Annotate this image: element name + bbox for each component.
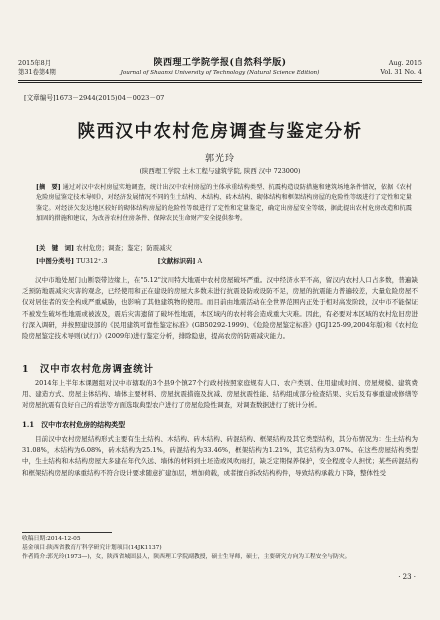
section-1-paragraph: 2014年上半年本课题组对汉中市辖取的3个县9个镇27个行政村按照家庭规有人口、农户类别、住用建成时间、房屋规模、建筑费用、建造方式、房屋主体结构、墙体主要材料、房屋抗震措施及抗减、房屋抗震性能、结构组成部分检查结果、灾后及有事重建或修缮等对房屋抗震有良好自己的看法等方面选取典型农户进行了房屋危险性调查，对调查数据进行了统计分析。 — [22, 379, 418, 410]
header-rule — [18, 80, 422, 81]
keywords-label: [关 键 词] — [36, 244, 75, 252]
doc-code-label: [文献标识码] — [157, 257, 196, 265]
clc-value: TU312⁺.3 — [76, 257, 108, 265]
footnote-rule — [22, 532, 112, 533]
section-heading-1: 1 汉中市农村危房调查统计 — [22, 364, 155, 375]
subsection-heading-1-1: 1.1 汉中市农村危房的结构类型 — [22, 420, 126, 429]
page-number: · 23 · — [398, 573, 416, 581]
journal-name-cn: 陕西理工学院学报(自然科学版) — [153, 58, 287, 68]
keywords — [36, 243, 412, 253]
header-volume-en: Vol. 31 No. 4 — [380, 68, 422, 76]
intro-paragraph: 汉中市地处屋门山断裂带边缘上，在"5.12"汶川特大地震中农村房屋破坏严重。汉中经济水平不高，留汉内农村人口占多数，普遍缺乏预防地震减灾灾害的观念，已经使用和正在建设的房屋大多数未进行抗震设防或设防不足，房屋的抗震能力普遍较差，大量危险房屋不仅对居住者的安全构成严重威胁，也影响了其他建筑物的使用。而目前由地震活动在全世界范围内正处于相对高发阶段，汉中市不能保证不被发生破坏性地震或被波及，震后灾害遗留了破坏性地震，本区域内的农村将会造成重大灾难。因此，有必要对本区域的农村危旧房进行深入调研，并按照建设部的《民用建筑可靠性鉴定标准》(GB50292-1999)、《危险房屋鉴定标准》(JGJ125-99,2004年版)和《农村危险房屋鉴定技术导则(试行)》(2009年)进行鉴定分析，排除隐患，提高农房的防震减灾能力。 — [22, 276, 418, 341]
subsection-1-1-paragraph: 目前汉中农村房屋结构形式主要有生土结构、木结构、砖木结构、砖混结构、框架结构及其它类型结构，其分布情况为：生土结构为31.08%，木结构为6.08%，砖木结构为25.1%，砖混结构为33.46%，框架结构为1.21%，其它结构为3.07%。在这些房屋结构类型中，生土结构和木结构房屋大多建在年代久远、墙体的材料到土坯造或风吹雨打，缺乏定期保养保护，安全程度令人担忧；某些砖混结构和框架结构房屋的承重结构不符合设计要求随意扩建加层，增加荷载，或者擅自拆改结构构件，导致结构承载力下降，整体性受 — [22, 435, 418, 477]
abstract — [36, 183, 412, 225]
classification — [36, 256, 412, 266]
clc-label: [中图分类号] — [36, 257, 75, 265]
header-journal — [78, 57, 362, 77]
keywords-text: 农村危房；调查；鉴定；防震减灾 — [76, 244, 172, 252]
article-number: [文章编号]1673－2944(2015)04－0023－07 — [24, 94, 165, 102]
header-left — [18, 59, 56, 77]
footnote-author-bio: 作者简介:郭光玲(1973—)，女，陕西省城固县人，陕西理工学院副教授，硕士生导师，硕士，主要研究方向为工程安全与防灾。 — [22, 554, 351, 560]
header-right — [380, 59, 422, 77]
abstract-label: [摘 要] — [36, 184, 61, 191]
author-affiliation: (陕西理工学院 土木工程与建筑学院, 陕西 汉中 723000) — [139, 167, 301, 175]
footnote-fund: 基金项目:陕西省教育厅科学研究计划项目(14JK1137) — [22, 545, 162, 551]
footnote-received: 收稿日期:2014-12-05 — [22, 536, 81, 542]
paper-author: 郭光玲 — [204, 154, 235, 164]
paper-title: 陕西汉中农村危房调查与鉴定分析 — [77, 122, 363, 142]
running-header — [18, 57, 422, 91]
journal-name-en: Journal of Shaanxi University of Technology (Natural Science Edition) — [120, 70, 320, 76]
doc-code-value: A — [197, 257, 203, 265]
abstract-text: 通过对汉中农村房屋实地调查，统计出汉中农村房屋的主体承重结构类型、抗震构造设防措施和建筑场地条件情况，依据《农村危险房屋鉴定技术导则》，对经济发展情况不同的生土结构、木结构、砖木结构、砌体结构和框架结构房屋的危险性等级进行了定性和定量鉴定。对经济欠发达地区较好的砌体结构房屋的危险性等级进行了定性和定量鉴定，确定出房屋安全等级，据此提出农村危房改造和抗震加固的措施和建议，为改善农村住房条件、保障农民生命财产安全提供参考。 — [36, 184, 413, 223]
header-date: 2015年8月 — [18, 59, 52, 67]
header-rule-thin — [18, 82, 422, 83]
header-volume: 第31卷第4期 — [18, 68, 56, 76]
header-date-en: Aug. 2015 — [388, 59, 422, 67]
